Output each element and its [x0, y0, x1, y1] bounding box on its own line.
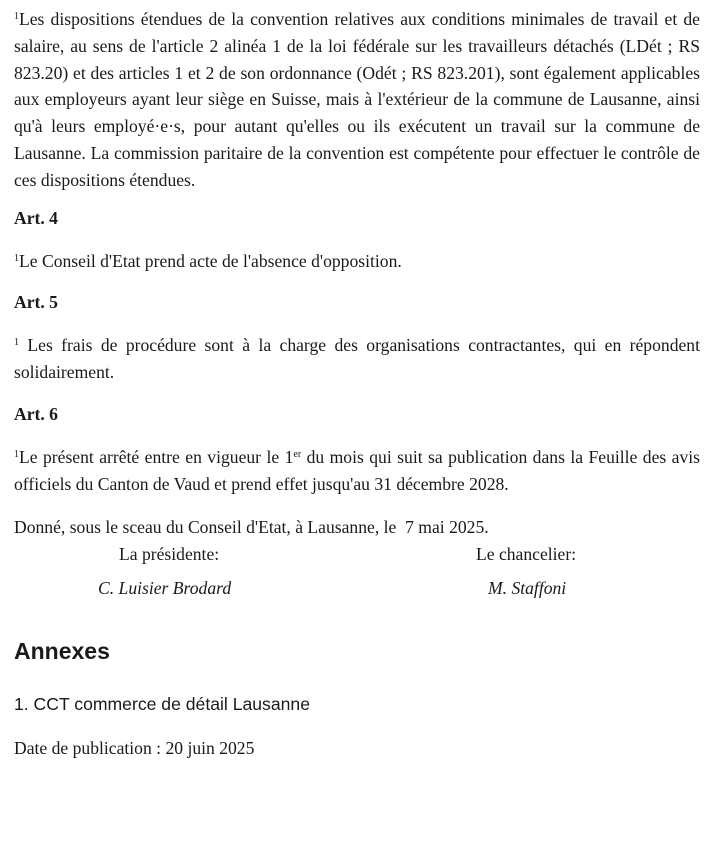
article-3-paragraph-1 [14, 6, 700, 194]
article-4-paragraph-1 [14, 248, 700, 275]
paragraph-text: Le Conseil d'Etat prend acte de l'absence d'opposition. [19, 250, 402, 271]
annexes-heading: Annexes [14, 637, 110, 664]
article-5-paragraph-1 [14, 332, 700, 386]
chancellor-name: M. Staffoni [488, 577, 567, 598]
publication-date: Date de publication : 20 juin 2025 [14, 737, 255, 758]
article-6-paragraph-1 [14, 444, 700, 498]
document-page [14, 6, 700, 760]
ordinal-superscript: er [293, 448, 302, 460]
article-4-heading: Art. 4 [14, 207, 58, 228]
paragraph-text: Les dispositions étendues de la convention relatives aux conditions minimales de travail et de salaire, au sens de l'article 2 alinéa 1 de la loi fédérale sur les travailleurs détachés (LDét ; RS 823.20) et des articles 1 et 2 de son ordonnance (Odét ; RS 823.201), sont également applicables aux employeurs ayant leur siège en Suisse, mais à l'extérieur de la commune de Lausanne, ainsi qu'à leurs employé·e·s, pour autant qu'elles ou ils exécutent un travail sur la commune de Lausanne. La commission paritaire de la convention est compétente pour effectuer le contrôle de ces dispositions étendues. [14, 9, 700, 190]
paragraph-number: 1 [14, 448, 19, 460]
paragraph-text-after: du mois qui suit sa publication dans la Feuille des avis officiels du Canton de Vaud et prend effet jusqu'au 31 décembre 2028. [14, 446, 700, 494]
chancellor-role: Le chancelier: [476, 543, 577, 564]
given-statement: Donné, sous le sceau du Conseil d'Etat, à Lausanne, le 7 mai 2025. [14, 516, 489, 537]
paragraph-text: Les frais de procédure sont à la charge des organisations contractantes, qui en répondent solidairement. [14, 335, 700, 383]
paragraph-text-before: Le présent arrêté entre en vigueur le 1 [19, 446, 294, 467]
article-6-heading: Art. 6 [14, 403, 58, 424]
signature-block [14, 540, 700, 608]
article-5-heading: Art. 5 [14, 292, 58, 313]
paragraph-number: 1 [14, 337, 19, 349]
paragraph-number: 1 [14, 11, 19, 22]
president-role: La présidente: [119, 543, 220, 564]
paragraph-number: 1 [14, 252, 19, 264]
annex-item-link[interactable]: 1. CCT commerce de détail Lausanne [14, 693, 310, 714]
president-name: C. Luisier Brodard [98, 577, 232, 598]
